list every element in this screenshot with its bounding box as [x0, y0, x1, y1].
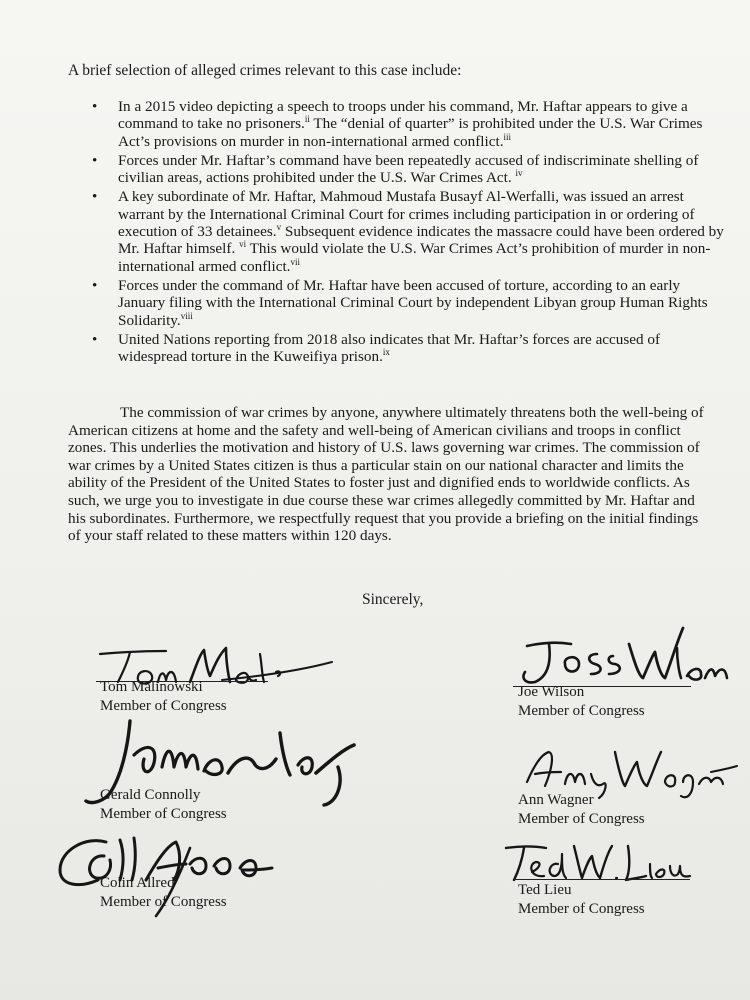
- signatory-name: Colin Allred: [100, 875, 175, 891]
- signatory-title: Member of Congress: [518, 811, 645, 827]
- signatory-name: Tom Malinowski: [100, 679, 203, 695]
- list-item: • Forces under Mr. Haftar’s command have been repeatedly accused of indiscriminate shelling of civilian areas, actions prohibited under the U.S. War Crimes Act. $^{iv}$: [92, 151, 699, 187]
- bullet-icon: •: [92, 151, 98, 169]
- signatory-name: Ted Lieu: [518, 882, 572, 898]
- list-item: • In a 2015 video depicting a speech to troops under his command, Mr. Haftar appears to give a command to take no prisoners.$^{ii}$ The “denial of quarter” is prohibited under the U.S. War Crimes Act’s provisions on murder in non-international armed conflict.$^{iii}$: [92, 98, 703, 150]
- signature-wilson: [505, 620, 745, 690]
- crimes-list: [92, 98, 724, 367]
- signatory-title: Member of Congress: [100, 894, 227, 910]
- bullet-icon: •: [92, 276, 98, 294]
- list-item: • United Nations reporting from 2018 also indicates that Mr. Haftar’s forces are accused of widespread torture in the Kuweifiya prison.$^{ix}$: [92, 330, 661, 366]
- signatory-title: Member of Congress: [518, 703, 645, 719]
- signatory-title: Member of Congress: [100, 698, 227, 714]
- bullet-icon: •: [92, 188, 98, 206]
- bullet-icon: •: [92, 98, 98, 115]
- closing-salutation: Sincerely,: [362, 591, 424, 608]
- intro-text: A brief selection of alleged crimes relevant to this case include:: [68, 62, 462, 79]
- signatory-name: Joe Wilson: [518, 684, 585, 700]
- body-paragraph: The commission of war crimes by anyone, anywhere ultimately threatens both the well-being of American citizens at home and the safety and well-being of American civilians and troops in conflict zones. This underlies the motivation and history of U.S. laws governing war crimes. The commission of war crimes by a United States citizen is thus a particular stain on our national character and limits the ability of the President of the United States to foster just and dignified ends to worldwide conflicts. As such, we urge you to investigate in due course these war crimes allegedly committed by Mr. Haftar and his subordinates. Furthermore, we respectfully request that you provide a briefing on the initial findings of your staff related to these matters within 120 days.: [68, 404, 704, 545]
- signature-line: [514, 879, 690, 880]
- list-item: • A key subordinate of Mr. Haftar, Mahmoud Mustafa Busayf Al-Werfalli, was issued an arrest warrant by the International Criminal Court for crimes including participation in or ordering of execution of 33 detainees.$^v$ Subsequent evidence indicates the massacre could have been ordered by Mr. Haftar himself. $^{vi}$ This would violate the U.S. War Crimes Act’s prohibition of murder in non-international armed conflict.$^{vii}$: [92, 188, 724, 275]
- list-item: • Forces under the command of Mr. Haftar have been accused of torture, according to an early January filing with the International Criminal Court by independent Libyan group Human Rights Solidarity.$^{viii}$: [92, 276, 708, 329]
- bullet-icon: •: [92, 330, 98, 348]
- signatory-name: Ann Wagner: [518, 792, 594, 808]
- signatory-title: Member of Congress: [100, 806, 227, 822]
- signatory-name: Gerald Connolly: [100, 787, 201, 803]
- signatory-title: Member of Congress: [518, 901, 645, 917]
